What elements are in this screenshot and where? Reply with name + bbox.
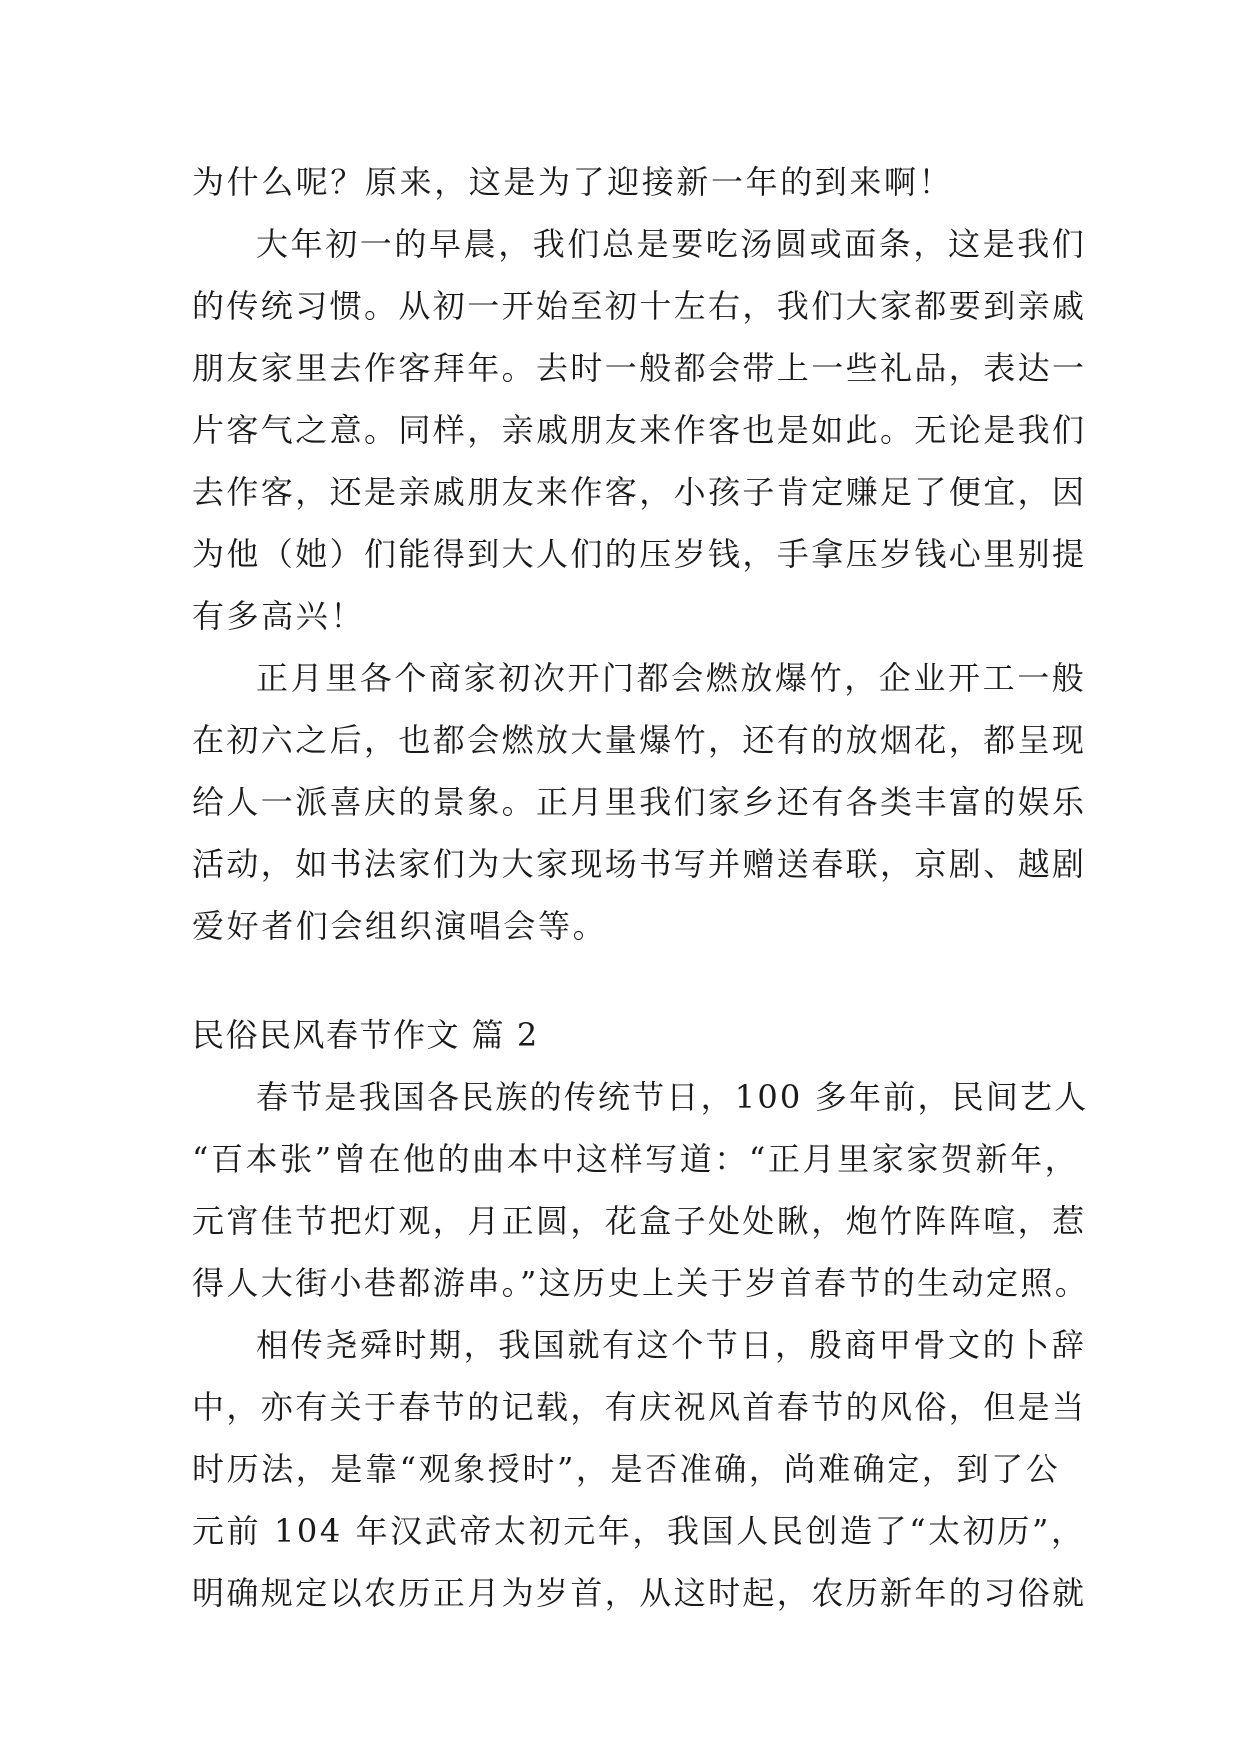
text-line: 时历法，是靠“观象授时”，是否准确，尚难确定，到了公 [192,1450,1061,1488]
paragraph-first-line: 相传尧舜时期，我国就有这个节日，殷商甲骨文的卜辞 [256,1326,1087,1364]
text-line: 给人一派喜庆的景象。正月里我们家乡还有各类丰富的娱乐 [192,783,1087,821]
text-line: 元宵佳节把灯观，月正圆，花盒子处处瞅，炮竹阵阵喧，惹 [192,1202,1087,1240]
text-line: 在初六之后，也都会燃放大量爆竹，还有的放烟花，都呈现 [192,721,1087,759]
text-line: 去作客，还是亲戚朋友来作客，小孩子肯定赚足了便宜，因 [192,473,1087,511]
text-line: 为什么呢？原来，这是为了迎接新一年的到来啊！ [192,163,954,201]
text-line: 明确规定以农历正月为岁首，从这时起，农历新年的习俗就 [192,1574,1087,1612]
text-line: 有多高兴！ [192,597,366,635]
section-heading: 民俗民风春节作文 篇 2 [192,1016,539,1054]
text-line: 得人大街小巷都游串。”这历史上关于岁首春节的生动定照。 [192,1264,1090,1302]
text-line: 爱好者们会组织演唱会等。 [192,907,608,945]
text-line: “百本张”曾在他的曲本中这样写道：“正月里家家贺新年， [192,1140,1080,1178]
text-line: 为他（她）们能得到大人们的压岁钱，手拿压岁钱心里别提 [192,535,1087,573]
text-line: 中，亦有关于春节的记载，有庆祝风首春节的风俗，但是当 [192,1388,1087,1426]
paragraph-first-line: 正月里各个商家初次开门都会燃放爆竹，企业开工一般 [256,659,1087,697]
text-line: 朋友家里去作客拜年。去时一般都会带上一些礼品，表达一 [192,349,1087,387]
text-line: 活动，如书法家们为大家现场书写并赠送春联，京剧、越剧 [192,845,1087,883]
paragraph-first-line: 春节是我国各民族的传统节日，100 多年前，民间艺人 [256,1078,1089,1116]
text-line: 片客气之意。同样，亲戚朋友来作客也是如此。无论是我们 [192,411,1087,449]
text-line: 的传统习惯。从初一开始至初十左右，我们大家都要到亲戚 [192,287,1087,325]
text-line: 元前 104 年汉武帝太初元年，我国人民创造了“太初历”， [192,1512,1086,1550]
paragraph-first-line: 大年初一的早晨，我们总是要吃汤圆或面条，这是我们 [256,225,1087,263]
